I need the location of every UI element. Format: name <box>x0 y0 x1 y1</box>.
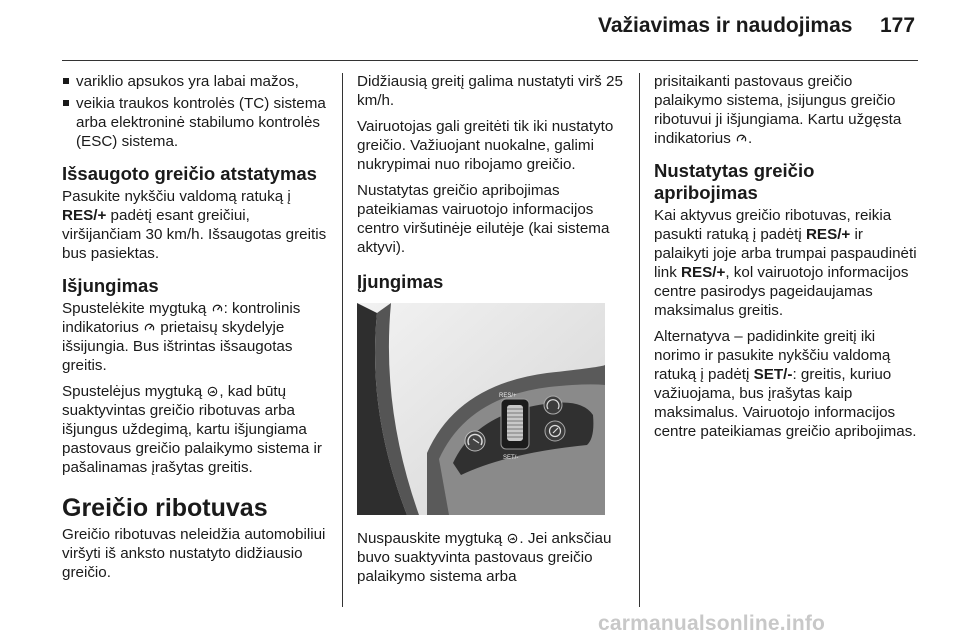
text-run: Nuspauskite mygtuką <box>357 530 507 547</box>
control-label-res: RES/+ <box>62 207 107 224</box>
text-run: . Jei anksčiau buvo suaktyvinta pastovaus greičio palaikymo sistema arba <box>357 530 612 585</box>
paragraph <box>654 327 920 441</box>
list-item: veikia traukos kontrolės (TC) sistema arba elektroninė stabilumo kontrolės (ESC) sistema. <box>62 94 332 151</box>
steering-wheel-photo <box>357 303 605 515</box>
cruise-control-icon <box>212 303 223 314</box>
text-run: prisitaikanti pastovaus greičio palaikymo sistema, įsijungus greičio ribotuvui ji išjungiama. Kartu užgęsta indikatorius <box>654 73 902 147</box>
text-run: : kontrolinis indikatorius <box>62 300 301 336</box>
page-number: 177 <box>880 14 916 37</box>
control-label-res: RES/+ <box>805 226 851 243</box>
steering-wheel-illustration <box>357 303 605 515</box>
paragraph: Vairuotojas gali greitėti tik iki nustatyto greičio. Važiuojant nuokalne, galimi nukrypimai nuo ribojamo greičio. <box>357 118 614 173</box>
paragraph: Nustatytas greičio apribojimas pateikiamas vairuotojo informacijos centro viršutinėje eilutėje (kai sistema aktyvi). <box>357 182 610 256</box>
wheel-label-set: SET/- <box>503 455 519 461</box>
text-run: , kol vairuotojo informacijos centre pasirodys pageidaujamas maksimalus greitis. <box>654 264 909 319</box>
text-run: prietaisų skydelyje išsijungia. Bus ištrintas išsaugotas greitis. <box>62 319 293 374</box>
text-run: Spustelėjus mygtuką <box>62 383 207 400</box>
wheel-label-res: RES/+ <box>499 393 517 399</box>
text-run: Spustelėkite mygtuką <box>62 300 211 317</box>
column-separator <box>639 73 640 607</box>
cruise-control-icon <box>144 322 155 333</box>
column-middle <box>357 72 629 593</box>
column-right <box>654 72 920 448</box>
cruise-control-icon <box>736 133 747 144</box>
text-run: Alternatyva – padidinkite greitį iki norimo ir pasukite nykščiu valdomą ratuką į padėtį <box>654 328 891 383</box>
paragraph <box>654 72 920 148</box>
watermark: carmanualsonline.info <box>598 612 826 635</box>
bullet-list <box>62 72 332 151</box>
text-run: : greitis, kuriuo važiuojama, bus įrašytas kaip maksimalus. Vairuotojo informacijos centre pateikiamas greičio apribojimas. <box>654 366 917 440</box>
text-run: Pasukite nykščiu valdomą ratuką į <box>62 188 291 205</box>
section-heading-saved-speed: Išsaugoto greičio atstatymas <box>62 163 317 184</box>
column-separator <box>342 73 343 607</box>
paragraph: Greičio ribotuvas neleidžia automobiliui viršyti iš anksto nustatyto didžiausio greičio. <box>62 526 326 581</box>
column-left <box>62 72 332 589</box>
section-heading-off: Išjungimas <box>62 275 159 296</box>
section-heading-activation: Įjungimas <box>357 271 444 292</box>
paragraph <box>357 529 629 586</box>
paragraph <box>62 382 332 477</box>
text-run: ir palaikyti joje arba trumpai paspaudinėti link <box>654 226 917 281</box>
section-heading-set-limit: Nustatytas greičio apribojimas <box>654 160 815 203</box>
list-item: variklio apsukos yra labai mažos, <box>62 72 332 91</box>
control-label-set: SET/- <box>753 366 793 383</box>
text-run: Kai aktyvus greičio ribotuvas, reikia pasukti ratuką į padėtį <box>654 207 892 243</box>
header-rule <box>62 60 918 61</box>
text-run: , kad būtų suaktyvintas greičio ribotuvas arba išjungus uždegimą, kartu išjungiama pastovaus greičio palaikymo sistema ir pašalinamas įrašytas greitis. <box>62 383 322 476</box>
control-label-res: RES/+ <box>681 264 726 281</box>
paragraph <box>654 206 920 320</box>
section-heading-speed-limiter: Greičio ribotuvas <box>62 494 268 522</box>
speed-limiter-icon <box>507 533 518 544</box>
paragraph <box>62 187 332 263</box>
text-run: padėtį esant greičiui, viršijančiam 30 km/h. Išsaugotas greitis bus pasiektas. <box>62 207 327 262</box>
paragraph: Didžiausią greitį galima nustatyti virš 25 km/h. <box>357 73 623 109</box>
page-header-title: Važiavimas ir naudojimas <box>598 14 853 37</box>
speed-limiter-icon <box>207 386 218 397</box>
paragraph <box>62 299 332 375</box>
text-run: . <box>748 130 753 147</box>
